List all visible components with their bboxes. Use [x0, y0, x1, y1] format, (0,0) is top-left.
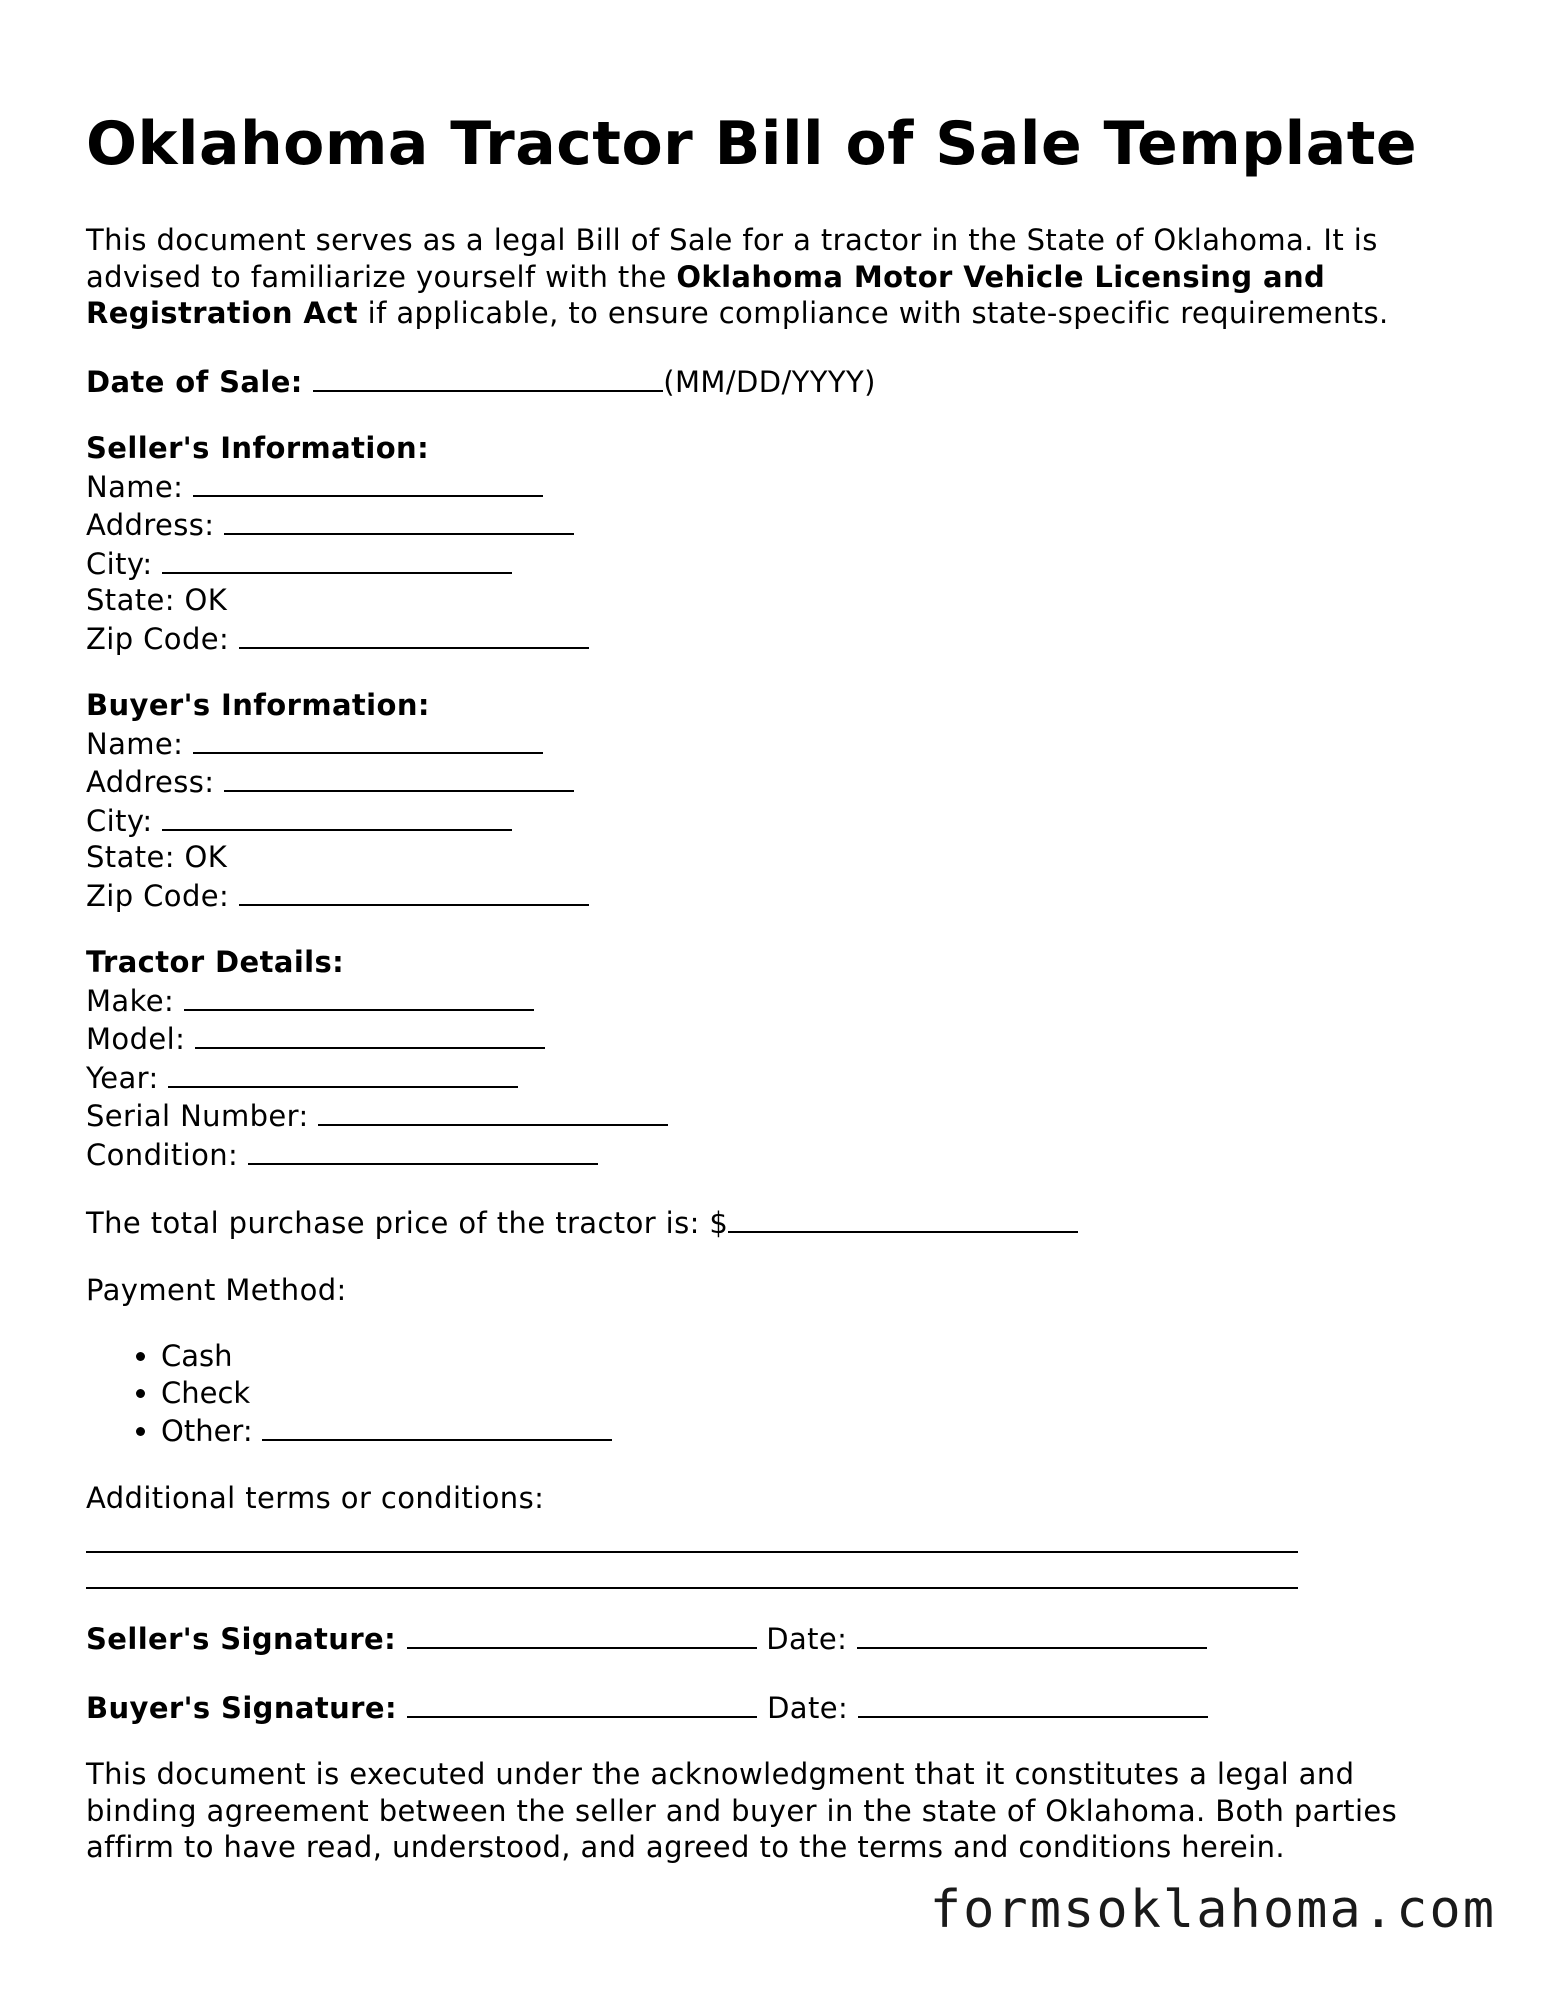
tractor-condition-row [86, 1135, 1486, 1174]
seller-name-label: Name: [86, 469, 193, 504]
buyer-signature-field[interactable] [407, 1688, 757, 1718]
buyer-zip-field[interactable] [239, 876, 589, 906]
tractor-serial-label: Serial Number: [86, 1099, 319, 1133]
seller-signature-label: Seller's Signature: [86, 1622, 407, 1656]
payment-other-field[interactable] [262, 1411, 612, 1441]
seller-state: State: OK [86, 583, 228, 617]
buyer-address-field[interactable] [224, 762, 574, 792]
seller-information [86, 430, 1486, 657]
document-title: Oklahoma Tractor Bill of Sale Template [86, 109, 1418, 179]
tractor-year-field[interactable] [168, 1058, 518, 1088]
buyer-state: State: OK [86, 840, 228, 874]
intro-text-part1: This document serves as a legal Bill of Sale for a tractor in the State of Oklahoma. It is advised to familiarize yourself with the [86, 223, 1378, 294]
tractor-model-label: Model: [86, 1022, 195, 1056]
buyer-address-row [86, 762, 1486, 801]
date-of-sale-field[interactable] [313, 362, 663, 392]
buyer-signature-label: Buyer's Signature: [86, 1690, 408, 1725]
payment-method-other [161, 1411, 1486, 1450]
seller-zip-label: Zip Code: [86, 621, 239, 656]
additional-terms-line-2[interactable] [86, 1553, 1298, 1590]
buyer-information [86, 687, 1486, 914]
payment-method-cash: • Cash [161, 1338, 1486, 1375]
additional-terms-label: Additional terms or conditions: [86, 1480, 545, 1515]
seller-address-label: Address: [86, 508, 225, 542]
seller-date-label: Date: [766, 1622, 857, 1656]
payment-methods-list [86, 1338, 1486, 1450]
tractor-heading: Tractor Details: [86, 945, 345, 979]
seller-signature-row [86, 1619, 1486, 1658]
buyer-zip-row [86, 876, 1486, 915]
tractor-make-label: Make: [86, 983, 184, 1018]
buyer-name-row [86, 724, 1486, 763]
site-watermark: formsoklahoma.com [929, 1880, 1496, 1940]
intro-paragraph [86, 222, 1456, 332]
seller-heading: Seller's Information: [86, 431, 430, 465]
seller-address-field[interactable] [224, 505, 574, 535]
buyer-city-field[interactable] [162, 801, 512, 831]
act-name: Oklahoma Motor Vehicle Licensing and Registration Act [86, 259, 1326, 330]
tractor-model-field[interactable] [195, 1019, 545, 1049]
seller-address-row [86, 505, 1486, 544]
buyer-heading: Buyer's Information: [86, 688, 430, 722]
date-format-hint: (MM/DD/YYYY) [663, 364, 876, 399]
seller-zip-field[interactable] [239, 619, 589, 649]
seller-signature-field[interactable] [407, 1619, 757, 1649]
intro-text-part2: if applicable, to ensure compliance with state-specific requirements. [358, 296, 1389, 330]
buyer-name-field[interactable] [193, 724, 543, 754]
buyer-date-field[interactable] [858, 1688, 1208, 1718]
payment-method-label: Payment Method: [86, 1272, 347, 1307]
tractor-serial-row [86, 1096, 1486, 1135]
purchase-price-row [86, 1203, 1486, 1242]
payment-method-check: • Check [161, 1375, 1486, 1412]
closing-paragraph: This document is executed under the acknowledgment that it constitutes a legal and binding agreement between the seller and buyer in the state of Oklahoma. Both parties affirm to have read, understood, and agreed to the terms and conditions herein. [86, 1757, 1398, 1864]
date-of-sale-label: Date of Sale: [86, 364, 314, 399]
seller-city-field[interactable] [162, 544, 512, 574]
document-page [86, 104, 1486, 1866]
seller-name-row [86, 467, 1486, 506]
buyer-name-label: Name: [86, 726, 193, 761]
seller-zip-row [86, 619, 1486, 658]
tractor-year-label: Year: [86, 1060, 169, 1095]
purchase-price-field[interactable] [728, 1203, 1078, 1233]
tractor-condition-label: Condition: [86, 1137, 248, 1172]
additional-terms-line-1[interactable] [86, 1516, 1298, 1553]
tractor-make-row [86, 981, 1486, 1020]
tractor-make-field[interactable] [184, 981, 534, 1011]
buyer-city-label: City: [86, 803, 163, 838]
buyer-city-row [86, 801, 1486, 840]
seller-city-row [86, 544, 1486, 583]
tractor-condition-field[interactable] [248, 1135, 598, 1165]
date-of-sale-row [86, 362, 1486, 401]
tractor-serial-field[interactable] [318, 1096, 668, 1126]
payment-method-other-label: Other: [161, 1414, 262, 1448]
buyer-date-label: Date: [767, 1690, 858, 1725]
purchase-price-label: The total purchase price of the tractor is: $ [86, 1206, 729, 1240]
seller-city-label: City: [86, 546, 163, 581]
buyer-address-label: Address: [86, 765, 225, 799]
seller-date-field[interactable] [857, 1619, 1207, 1649]
buyer-signature-row [86, 1688, 1486, 1727]
tractor-year-row [86, 1058, 1486, 1097]
buyer-zip-label: Zip Code: [86, 878, 239, 913]
seller-name-field[interactable] [193, 467, 543, 497]
tractor-details [86, 944, 1486, 1173]
tractor-model-row [86, 1019, 1486, 1058]
